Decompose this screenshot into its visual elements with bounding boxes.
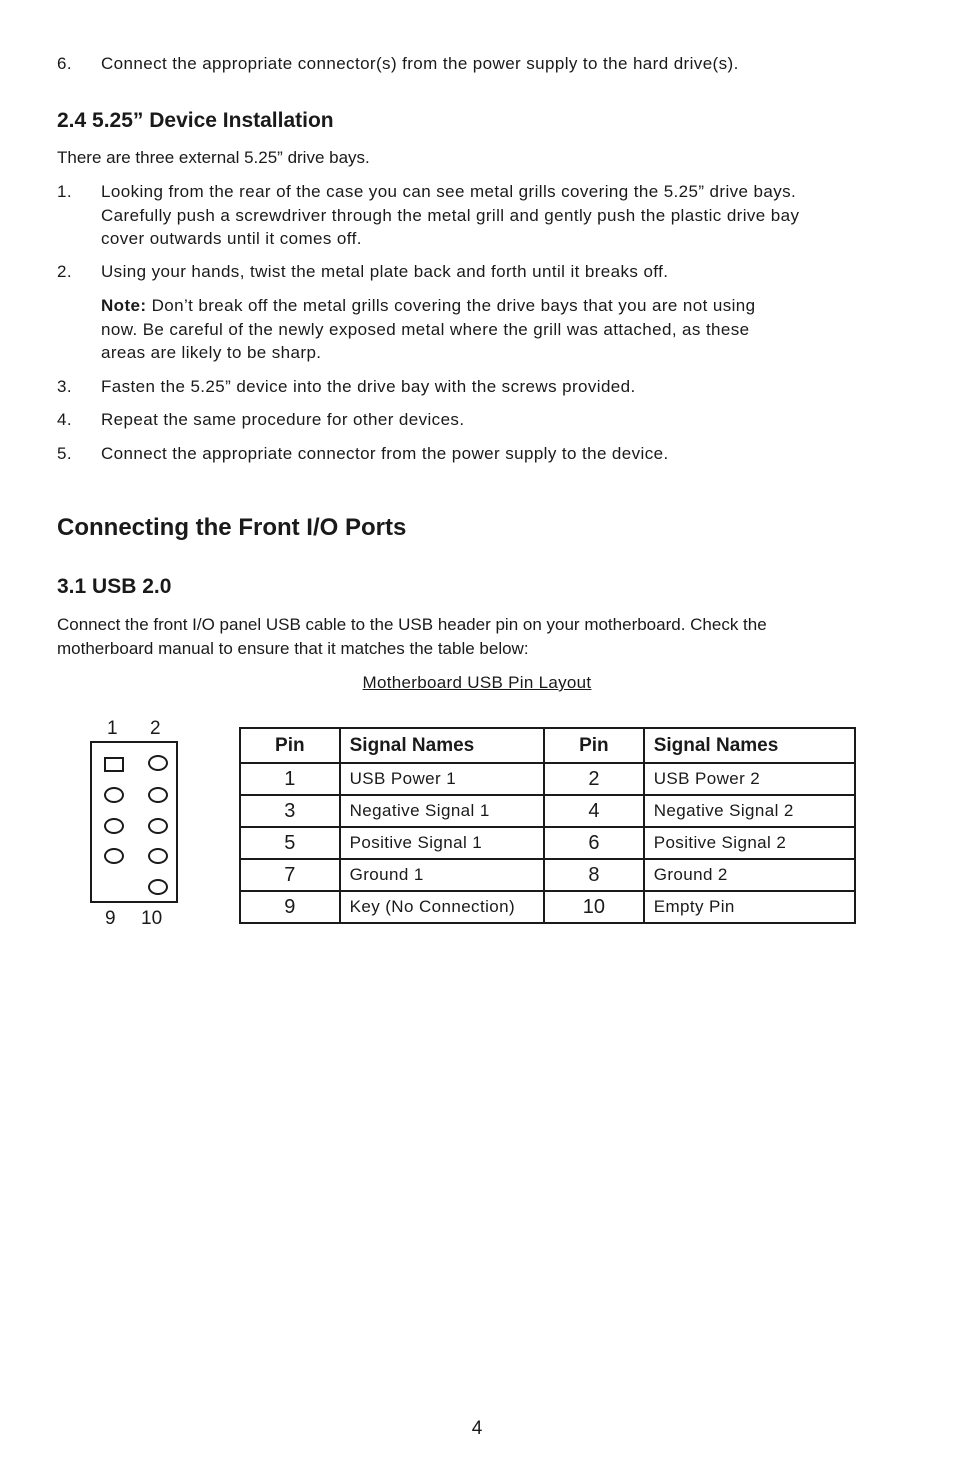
note-line: areas are likely to be sharp. xyxy=(101,343,322,362)
pin-1-square xyxy=(104,757,124,772)
note-label: Note: xyxy=(101,296,147,315)
column-header-pin: Pin xyxy=(544,728,644,763)
pin-6-circle xyxy=(148,818,168,834)
list-text-line: Carefully push a screwdriver through the metal grill and gently push the plastic drive bay xyxy=(101,205,800,225)
pin-5-circle xyxy=(104,818,124,834)
pin-cell: 8 xyxy=(544,859,644,891)
pin-4-circle xyxy=(148,787,168,803)
signal-cell: Ground 1 xyxy=(340,859,544,891)
note-line: now. Be careful of the newly exposed metal where the grill was attached, as these xyxy=(101,319,750,339)
column-header-signal: Signal Names xyxy=(644,728,855,763)
list-text: Using your hands, twist the metal plate back and forth until it breaks off. xyxy=(101,262,669,281)
list-number: 5. xyxy=(57,444,72,463)
signal-cell: Positive Signal 2 xyxy=(644,827,855,859)
column-header-pin: Pin xyxy=(240,728,340,763)
pin-label-1: 1 xyxy=(107,718,118,739)
pin-label-9: 9 xyxy=(105,908,116,929)
section-intro: There are three external 5.25” drive bays. xyxy=(57,148,370,167)
table-row xyxy=(240,891,855,923)
list-text: Fasten the 5.25” device into the drive bay with the screws provided. xyxy=(101,377,636,396)
signal-cell: Key (No Connection) xyxy=(340,891,544,923)
pin-2-circle xyxy=(148,755,168,771)
note-text: Don’t break off the metal grills covering the drive bays that you are not using xyxy=(146,296,756,315)
pin-cell: 1 xyxy=(240,763,340,795)
usb-pin-table xyxy=(239,727,856,924)
column-header-signal: Signal Names xyxy=(340,728,544,763)
list-number: 2. xyxy=(57,262,72,281)
header-outline xyxy=(90,741,178,903)
list-text-line: Looking from the rear of the case you can see metal grills covering the 5.25” drive bays. xyxy=(101,182,797,201)
list-text: Connect the appropriate connector from the power supply to the device. xyxy=(101,444,669,463)
pin-label-2: 2 xyxy=(150,718,161,739)
note-block xyxy=(101,294,901,365)
table-caption-text: Motherboard USB Pin Layout xyxy=(362,673,592,692)
pin-cell: 3 xyxy=(240,795,340,827)
table-row xyxy=(240,859,855,891)
signal-cell: Empty Pin xyxy=(644,891,855,923)
pin-cell: 7 xyxy=(240,859,340,891)
pin-7-circle xyxy=(104,848,124,864)
pin-cell: 9 xyxy=(240,891,340,923)
signal-cell: USB Power 1 xyxy=(340,763,544,795)
table-row xyxy=(240,795,855,827)
signal-cell: USB Power 2 xyxy=(644,763,855,795)
chapter-heading: Connecting the Front I/O Ports xyxy=(57,514,407,541)
list-number: 3. xyxy=(57,377,72,396)
list-text: Repeat the same procedure for other devices. xyxy=(101,410,465,429)
signal-cell: Positive Signal 1 xyxy=(340,827,544,859)
pin-cell: 5 xyxy=(240,827,340,859)
note-line xyxy=(101,294,901,318)
pin-label-10: 10 xyxy=(141,908,163,929)
table-row xyxy=(240,763,855,795)
page-number: 4 xyxy=(471,1418,483,1439)
pin-10-circle xyxy=(148,879,168,895)
pin-8-circle xyxy=(148,848,168,864)
list-number: 4. xyxy=(57,410,72,429)
list-text-line: cover outwards until it comes off. xyxy=(101,229,362,248)
signal-cell: Ground 2 xyxy=(644,859,855,891)
section-body-line: motherboard manual to ensure that it matches the table below: xyxy=(57,638,529,658)
pin-cell: 4 xyxy=(544,795,644,827)
list-number: 6. xyxy=(57,54,72,73)
pin-cell: 2 xyxy=(544,763,644,795)
list-text: Connect the appropriate connector(s) from the power supply to the hard drive(s). xyxy=(101,54,739,73)
pin-cell: 6 xyxy=(544,827,644,859)
pin-cell: 10 xyxy=(544,891,644,923)
signal-cell: Negative Signal 1 xyxy=(340,795,544,827)
section-heading-3-1: 3.1 USB 2.0 xyxy=(57,575,172,598)
table-caption xyxy=(0,671,954,694)
section-heading-2-4: 2.4 5.25” Device Installation xyxy=(57,109,334,132)
section-body-line: Connect the front I/O panel USB cable to the USB header pin on your motherboard. Check the xyxy=(57,615,767,634)
section-body xyxy=(57,613,877,660)
pin-3-circle xyxy=(104,787,124,803)
table-row xyxy=(240,827,855,859)
signal-cell: Negative Signal 2 xyxy=(644,795,855,827)
list-text xyxy=(101,180,901,251)
usb-header-diagram xyxy=(88,718,198,934)
list-number: 1. xyxy=(57,182,72,201)
table-header-row xyxy=(240,728,855,763)
